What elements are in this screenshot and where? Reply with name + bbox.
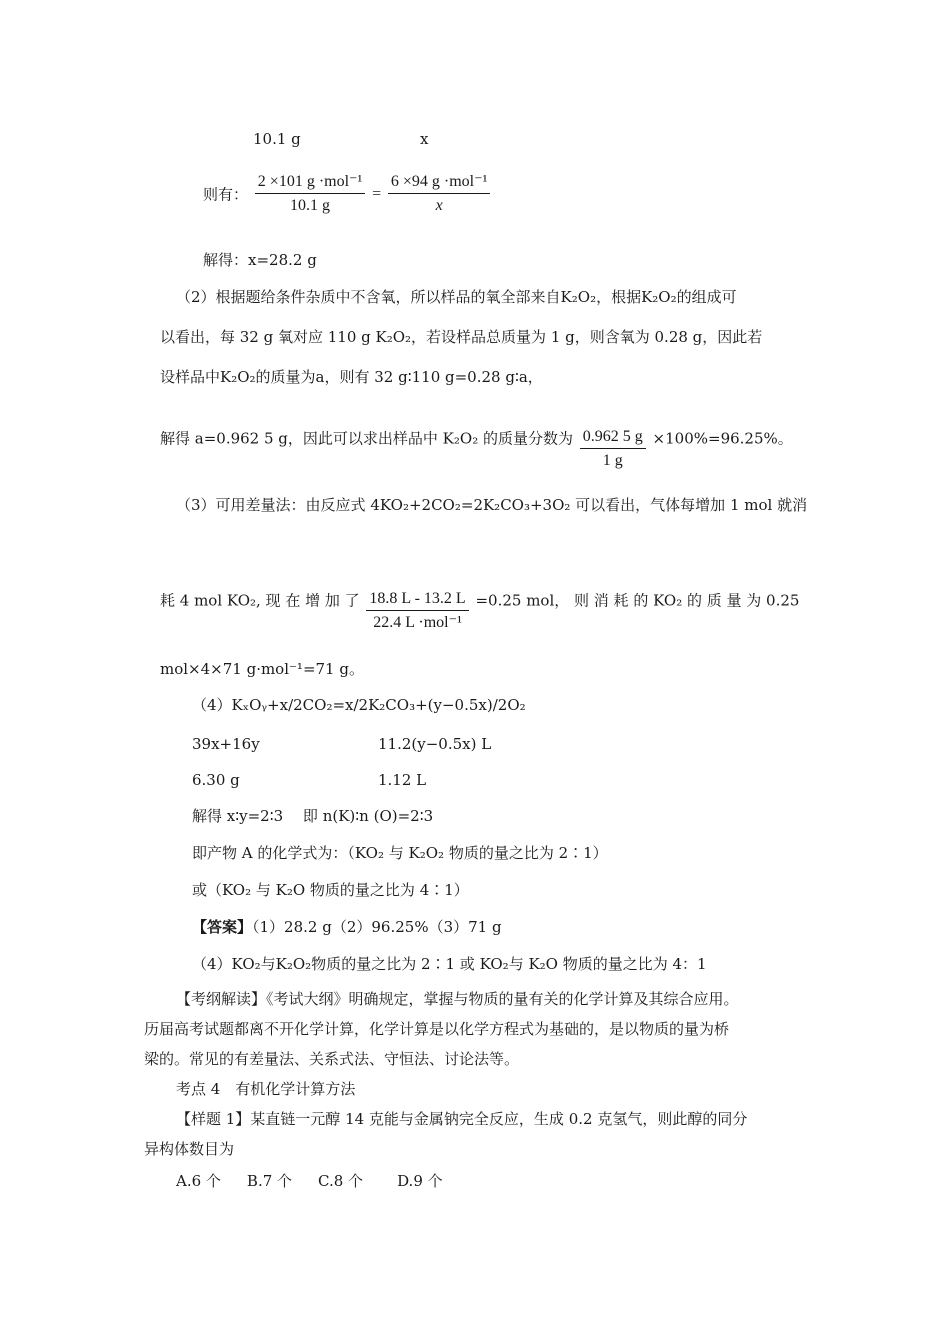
answer-label: 【答案】: [192, 918, 253, 936]
option-d: D.9 个: [397, 1172, 443, 1190]
mass-fraction-denominator: 1 g: [602, 452, 623, 469]
part4-product: 即产物 A 的化学式为：（KO₂ 与 K₂O₂ 物质的量之比为 2∶1）: [192, 844, 608, 862]
mass-value: 10.1 g: [253, 130, 301, 148]
part3-line2-post: =0.25 mol， 则 消 耗 的 KO₂ 的 质 量 为 0.25: [475, 591, 800, 610]
part2-line4: [160, 416, 793, 469]
answer-line1: [192, 916, 502, 938]
option-a: A.6 个: [176, 1172, 221, 1190]
part3-line2-pre: 耗 4 mol KO₂, 现 在 增 加 了: [160, 591, 360, 610]
question-line2: 异构体数目为: [144, 1140, 235, 1158]
part4-solve: 解得 x∶y=2∶3 即 n(K)∶n (O)=2∶3: [192, 807, 434, 825]
answer-line2: （4）KO₂与K₂O₂物质的量之比为 2∶1 或 KO₂与 K₂O 物质的量之比为 4：1: [192, 955, 707, 973]
topic-heading: 考点 4 有机化学计算方法: [176, 1080, 356, 1098]
gas-fraction: [366, 589, 468, 634]
part4-row1-left: 39x+16y: [192, 735, 260, 753]
part4-row2-right: 1.12 L: [378, 771, 427, 789]
part2-line4-pre: 解得 a=0.962 5 g，因此可以求出样品中 K₂O₂ 的质量分数为: [160, 429, 573, 448]
fraction-left-denominator: 10.1 g: [290, 197, 331, 214]
gas-fraction-numerator: 18.8 L - 13.2 L: [366, 589, 468, 611]
equals-sign: =: [372, 185, 382, 203]
fraction-right-numerator: 6 ×94 g ·mol⁻¹: [388, 172, 490, 194]
ratio-equation: [203, 172, 492, 217]
part4-alternative: 或（KO₂ 与 K₂O 物质的量之比为 4∶1）: [192, 881, 469, 899]
fraction-left: [255, 172, 365, 217]
outline-line1: 【考纲解读】《考试大纲》明确规定，掌握与物质的量有关的化学计算及其综合应用。: [176, 990, 739, 1008]
option-c: C.8 个: [318, 1172, 364, 1190]
fraction-left-numerator: 2 ×101 g ·mol⁻¹: [255, 172, 365, 194]
part3-line1: （3）可用差量法：由反应式 4KO₂+2CO₂=2K₂CO₃+3O₂ 可以看出，气体每增加 1 mol 就消: [176, 496, 808, 514]
part2-line3: 设样品中K₂O₂的质量为a，则有 32 g∶110 g=0.28 g∶a，: [160, 368, 543, 386]
part2-line2: 以看出，每 32 g 氧对应 110 g K₂O₂，若设样品总质量为 1 g，则含氧为 0.28 g，因此若: [160, 328, 763, 346]
fraction-right: [388, 172, 490, 217]
part4-row1-right: 11.2(y−0.5x) L: [378, 735, 492, 753]
question-line1: 【样题 1】某直链一元醇 14 克能与金属钠完全反应，生成 0.2 克氢气，则此醇的同分: [176, 1110, 748, 1128]
part3-line2: [160, 578, 800, 631]
part4-equation: （4）KₓOᵧ+x/2CO₂=x/2K₂CO₃+(y−0.5x)/2O₂: [192, 696, 526, 714]
mass-fraction: [580, 427, 646, 472]
answer-values: （1）28.2 g（2）96.25%（3）71 g: [252, 918, 502, 936]
options-row: [176, 1170, 443, 1192]
solution-x: 解得：x=28.2 g: [203, 251, 317, 269]
option-b: B.7 个: [246, 1172, 293, 1190]
mass-fraction-numerator: 0.962 5 g: [580, 427, 646, 449]
unknown-x: x: [420, 130, 429, 148]
outline-line2: 历届高考试题都离不开化学计算，化学计算是以化学方程式为基础的，是以物质的量为桥: [144, 1020, 730, 1038]
part4-row2-left: 6.30 g: [192, 771, 240, 789]
part3-line3: mol×4×71 g·mol⁻¹=71 g。: [160, 660, 364, 678]
part2-line4-post: ×100%=96.25%。: [652, 429, 793, 448]
fraction-right-denominator: x: [435, 197, 443, 214]
part2-line1: （2）根据题给条件杂质中不含氧，所以样品的氧全部来自K₂O₂，根据K₂O₂的组成可: [176, 288, 737, 306]
outline-line3: 梁的。常见的有差量法、关系式法、守恒法、讨论法等。: [144, 1050, 520, 1068]
gas-fraction-denominator: 22.4 L ·mol⁻¹: [373, 614, 462, 631]
equation-lead: 则有：: [203, 185, 249, 204]
